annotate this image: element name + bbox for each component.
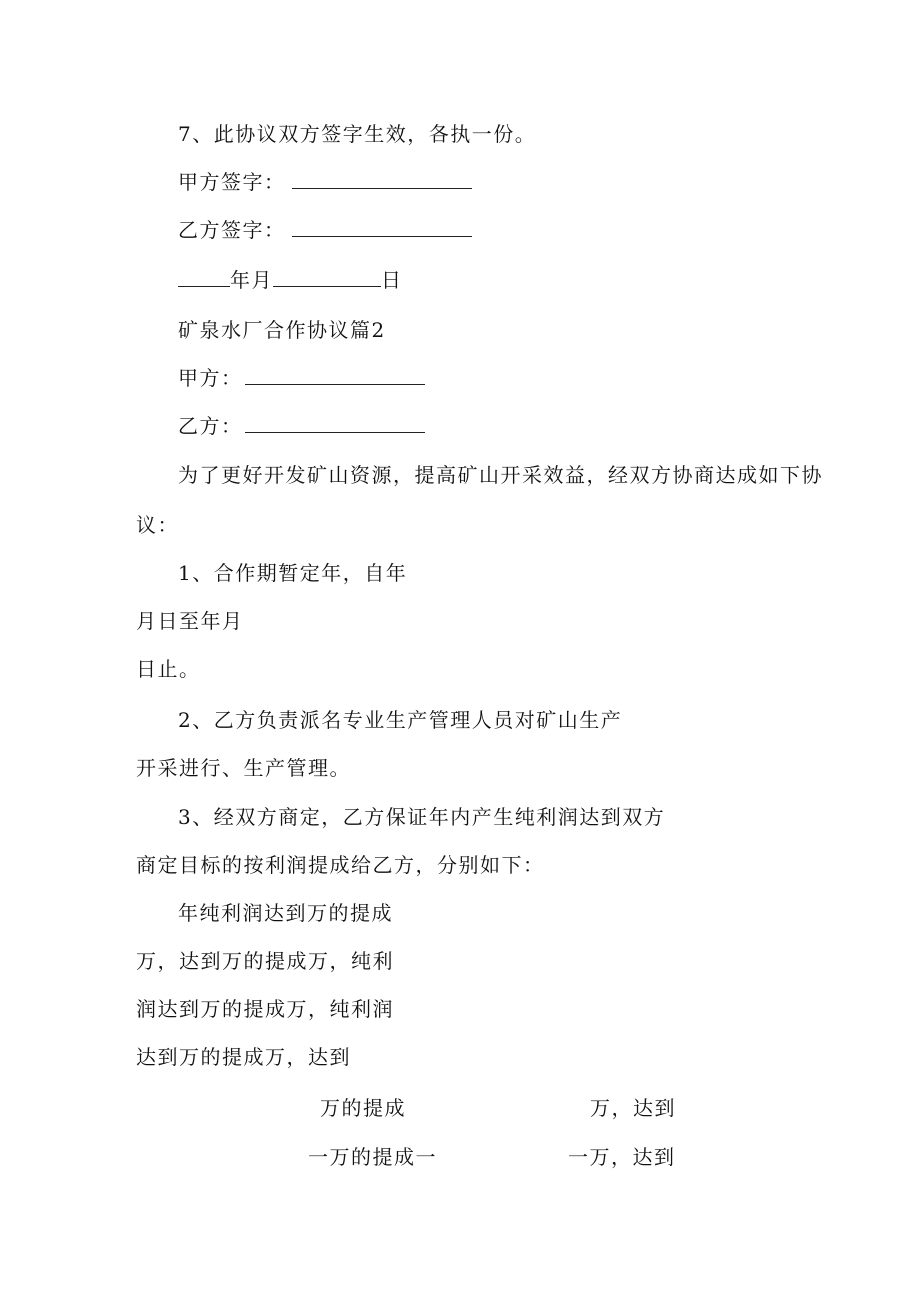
clause-1-line-1: 1、合作期暂定年，自年 xyxy=(178,561,408,585)
signature-label-party-a: 甲方签字： xyxy=(178,170,286,194)
intro-line-1: 为了更好开发矿山资源，提高矿山开采效益，经双方协商达成如下协 xyxy=(178,463,823,487)
section-title: 矿泉水厂合作协议篇2 xyxy=(178,318,386,342)
date-line xyxy=(178,268,403,292)
clause-3-line-4: 万，达到万的提成万，纯利 xyxy=(136,949,394,973)
party-a-label: 甲方： xyxy=(178,366,243,390)
clause-3-line-7-left: 万的提成 xyxy=(320,1096,406,1120)
clause-2-line-1: 2、乙方负责派名专业生产管理人员对矿山生产 xyxy=(178,708,623,732)
clause-3-line-8-left: 一万的提成一 xyxy=(308,1145,437,1169)
signature-line-party-a xyxy=(178,170,472,194)
clause-1-line-3: 日止。 xyxy=(136,657,201,681)
clause-3-line-8-right: 一万，达到 xyxy=(568,1145,676,1169)
date-year-blank xyxy=(178,269,230,287)
clause-3-line-3: 年纯利润达到万的提成 xyxy=(178,901,393,925)
date-year-label: 年 xyxy=(230,268,252,292)
clause-3-line-2: 商定目标的按利润提成给乙方，分别如下： xyxy=(136,853,545,877)
party-b-label: 乙方： xyxy=(178,414,243,438)
clause-3-line-6: 达到万的提成万，达到 xyxy=(136,1045,351,1069)
clause-3-line-5: 润达到万的提成万，纯利润 xyxy=(136,997,394,1021)
party-a-line xyxy=(178,366,425,390)
clause-7: 7、此协议双方签字生效，各执一份。 xyxy=(178,122,537,146)
clause-2-line-2: 开采进行、生产管理。 xyxy=(136,756,351,780)
party-b-blank xyxy=(245,415,425,433)
clause-3-line-1: 3、经双方商定，乙方保证年内产生纯利润达到双方 xyxy=(178,805,666,829)
date-day-label: 日 xyxy=(381,268,403,292)
date-month-label: 月 xyxy=(251,268,273,292)
clause-3-line-7-right: 万，达到 xyxy=(590,1096,676,1120)
signature-line-party-b xyxy=(178,218,472,242)
intro-line-2: 议： xyxy=(136,513,179,537)
signature-blank-party-a xyxy=(292,171,472,189)
clause-1-line-2: 月日至年月 xyxy=(136,609,244,633)
signature-blank-party-b xyxy=(292,219,472,237)
party-b-line xyxy=(178,414,425,438)
signature-label-party-b: 乙方签字： xyxy=(178,218,286,242)
party-a-blank xyxy=(245,367,425,385)
date-day-blank xyxy=(273,269,381,287)
